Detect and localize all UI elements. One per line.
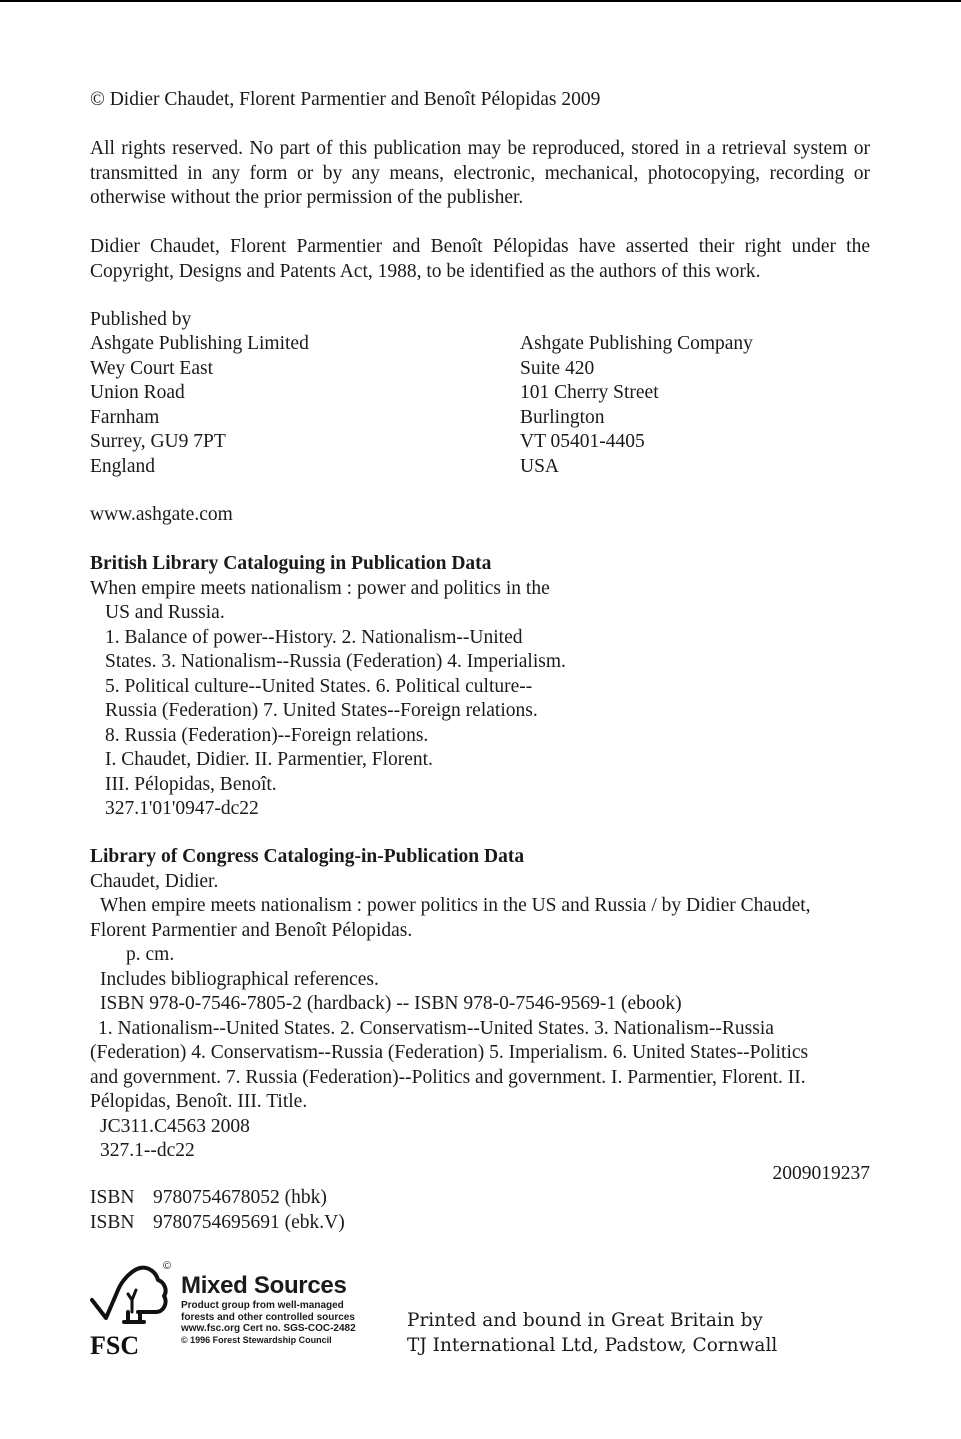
isbn-value: 9780754678052 (hbk) [153,1187,327,1208]
fsc-text-block [181,1272,356,1346]
isbn-row-hbk [90,1186,870,1211]
printer-line: Printed and bound in Great Britain by [407,1310,763,1331]
bl-cip-line: When empire meets nationalism : power and politics in the [90,577,550,599]
publisher-addresses [90,332,870,482]
fsc-line: © 1996 Forest Stewardship Council [181,1334,332,1345]
loc-cip-heading: Library of Congress Cataloging-in-Publication Data [90,846,525,867]
copyright-text: © Didier Chaudet, Florent Parmentier and Benoît Pélopidas 2009 [90,89,601,110]
fsc-tree-check-logo [88,1260,170,1356]
isbn-row-ebk [90,1211,870,1236]
fsc-line: Product group from well-managed [181,1300,344,1311]
us-publisher-address: Ashgate Publishing Company Suite 420 101 Cherry Street Burlington VT 05401-4405 USA [520,333,753,477]
loc-cip-subjects: (Federation) 4. Conservatism--Russia (Federation) 5. Imperialism. 6. United States--Politics [90,1042,809,1063]
loc-cip-biblio: Includes bibliographical references. [100,968,379,990]
bl-cip-line: 5. Political culture--United States. 6. Political culture-- [105,675,533,697]
published-by-label: Published by [90,309,192,330]
fsc-line: www.fsc.org Cert no. SGS-COC-2482 [181,1323,356,1334]
bl-cip-line: US and Russia. [105,602,225,623]
fsc-registered-mark: © [163,1260,172,1272]
rights-paragraph: All rights reserved. No part of this publication may be reproduced, stored in a retrieval system or transmitted in any form or by any means, electronic, mechanical, photocopying, recording or otherwise without the prior permission of the publisher. [90,138,870,208]
bl-cip-line: 1. Balance of power--History. 2. Nationalism--United [105,626,523,648]
isbn-label: ISBN [90,1187,135,1208]
assertion-paragraph: Didier Chaudet, Florent Parmentier and Benoît Pélopidas have asserted their right under the Copyright, Designs and Patents Act, 1988, to be identified as the authors of this work. [90,236,870,282]
loc-control-number: 2009019237 [772,1163,870,1184]
fsc-mixed-sources-badge [88,1260,378,1360]
bl-cip-line: Russia (Federation) 7. United States--Foreign relations. [105,700,538,721]
loc-cip-classification: JC311.C4563 2008 [100,1115,250,1137]
fsc-line: forests and other controlled sources [181,1311,355,1323]
loc-cip-subjects: Pélopidas, Benoît. III. Title. [90,1091,308,1112]
loc-cip-subjects: and government. 7. Russia (Federation)--Politics and government. I. Parmentier, Florent. II. [90,1066,806,1088]
loc-cip-classification: 327.1--dc22 [100,1140,195,1161]
top-border-rule [0,0,961,2]
bl-cip-line: States. 3. Nationalism--Russia (Federation) 4. Imperialism. [105,651,566,672]
bl-cip-line: 327.1'01'0947-dc22 [105,798,259,819]
fsc-logo-text: FSC [90,1331,140,1356]
bl-cip-line: I. Chaudet, Didier. II. Parmentier, Florent. [105,749,433,770]
isbn-label: ISBN [90,1211,135,1233]
printer-line: TJ International Ltd, Padstow, Cornwall [407,1334,778,1356]
fsc-title: Mixed Sources [181,1272,347,1299]
loc-cip-title: Florent Parmentier and Benoît Pélopidas. [90,919,413,941]
loc-cip-pcm: p. cm. [126,944,175,965]
bl-cip-line: III. Pélopidas, Benoît. [105,773,277,795]
loc-cip-subjects: 1. Nationalism--United States. 2. Conservatism--United States. 3. Nationalism--Russia [98,1017,774,1039]
copyright-line [90,88,870,113]
printer-credit [407,1309,777,1358]
publisher-website: www.ashgate.com [90,504,233,525]
loc-cip [90,845,870,1164]
uk-publisher-address: Ashgate Publishing Limited Wey Court East Union Road Farnham Surrey, GU9 7PT England [90,333,309,477]
isbn-value: 9780754695691 (ebk.V) [153,1211,345,1233]
bl-cip-line: 8. Russia (Federation)--Foreign relations. [105,724,429,746]
isbn-list [90,1186,870,1235]
loc-cip-author: Chaudet, Didier. [90,870,219,892]
british-library-cip [90,552,870,822]
loc-cip-title: When empire meets nationalism : power politics in the US and Russia / by Didier Chaudet, [100,895,811,916]
bl-cip-heading: British Library Cataloguing in Publication Data [90,553,492,574]
loc-cip-isbn: ISBN 978-0-7546-7805-2 (hardback) -- ISBN 978-0-7546-9569-1 (ebook) [100,993,682,1014]
